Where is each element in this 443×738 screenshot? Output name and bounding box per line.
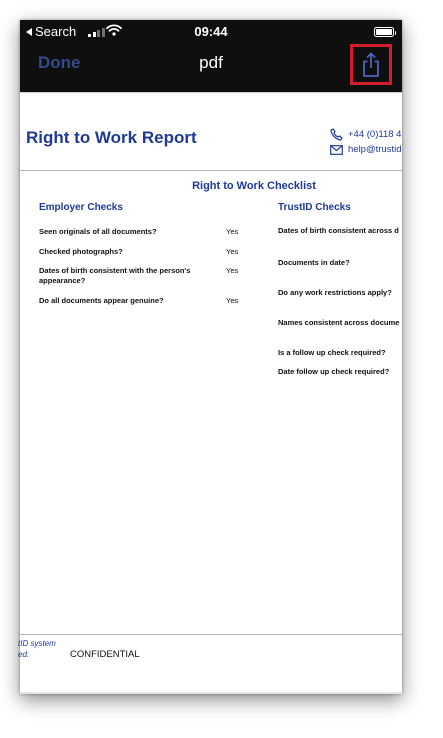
page-edge — [20, 692, 402, 694]
trustid-check-question: Documents in date? — [278, 258, 350, 267]
trustid-check-question: Is a follow up check required? — [278, 348, 386, 357]
employer-check-question: Seen originals of all documents? — [39, 227, 157, 236]
status-time: 09:44 — [194, 24, 228, 39]
contact-details — [330, 127, 401, 157]
confidential-label: CONFIDENTIAL — [70, 649, 140, 660]
status-bar — [20, 20, 402, 44]
footer-note — [18, 638, 56, 660]
divider — [20, 170, 402, 171]
checklist-title: Right to Work Checklist — [192, 180, 316, 192]
trustid-check-question: Dates of birth consistent across d — [278, 226, 399, 235]
nav-bar — [20, 44, 402, 92]
report-title: Right to Work Report — [26, 128, 197, 147]
phone-icon — [330, 128, 343, 141]
mail-icon — [330, 145, 343, 155]
divider — [20, 634, 402, 635]
contact-phone — [330, 127, 401, 142]
trustid-checks-heading: TrustID Checks — [278, 202, 351, 213]
pdf-document[interactable] — [20, 92, 402, 694]
trustid-check-question: Date follow up check required? — [278, 367, 390, 376]
employer-check-question: Checked photographs? — [39, 247, 123, 256]
employer-checks-heading: Employer Checks — [39, 202, 123, 213]
done-button[interactable]: Done — [38, 53, 81, 72]
share-icon — [361, 52, 381, 78]
contact-phone-number: +44 (0)118 4 — [348, 129, 402, 140]
trustid-check-question: Names consistent across docume — [278, 318, 400, 327]
share-button[interactable] — [350, 44, 392, 85]
battery-icon — [374, 27, 394, 37]
employer-check-answer: Yes — [226, 227, 239, 236]
phone-screen — [20, 20, 402, 694]
nav-title: pdf — [199, 53, 223, 72]
employer-check-answer: Yes — [226, 247, 239, 256]
employer-check-question: Dates of birth consistent with the person's appearance? — [39, 266, 191, 285]
status-back-label: Search — [35, 24, 77, 39]
employer-check-answer: Yes — [226, 266, 239, 275]
employer-check-answer: Yes — [226, 296, 239, 305]
employer-check-question: Do all documents appear genuine? — [39, 296, 164, 305]
divider — [20, 92, 402, 93]
footer-note-line: tID system — [18, 639, 56, 648]
footer-note-line: ed. — [18, 650, 30, 659]
trustid-check-question: Do any work restrictions apply? — [278, 288, 392, 297]
contact-email — [330, 142, 401, 157]
contact-email-address: help@trustid — [348, 144, 402, 155]
